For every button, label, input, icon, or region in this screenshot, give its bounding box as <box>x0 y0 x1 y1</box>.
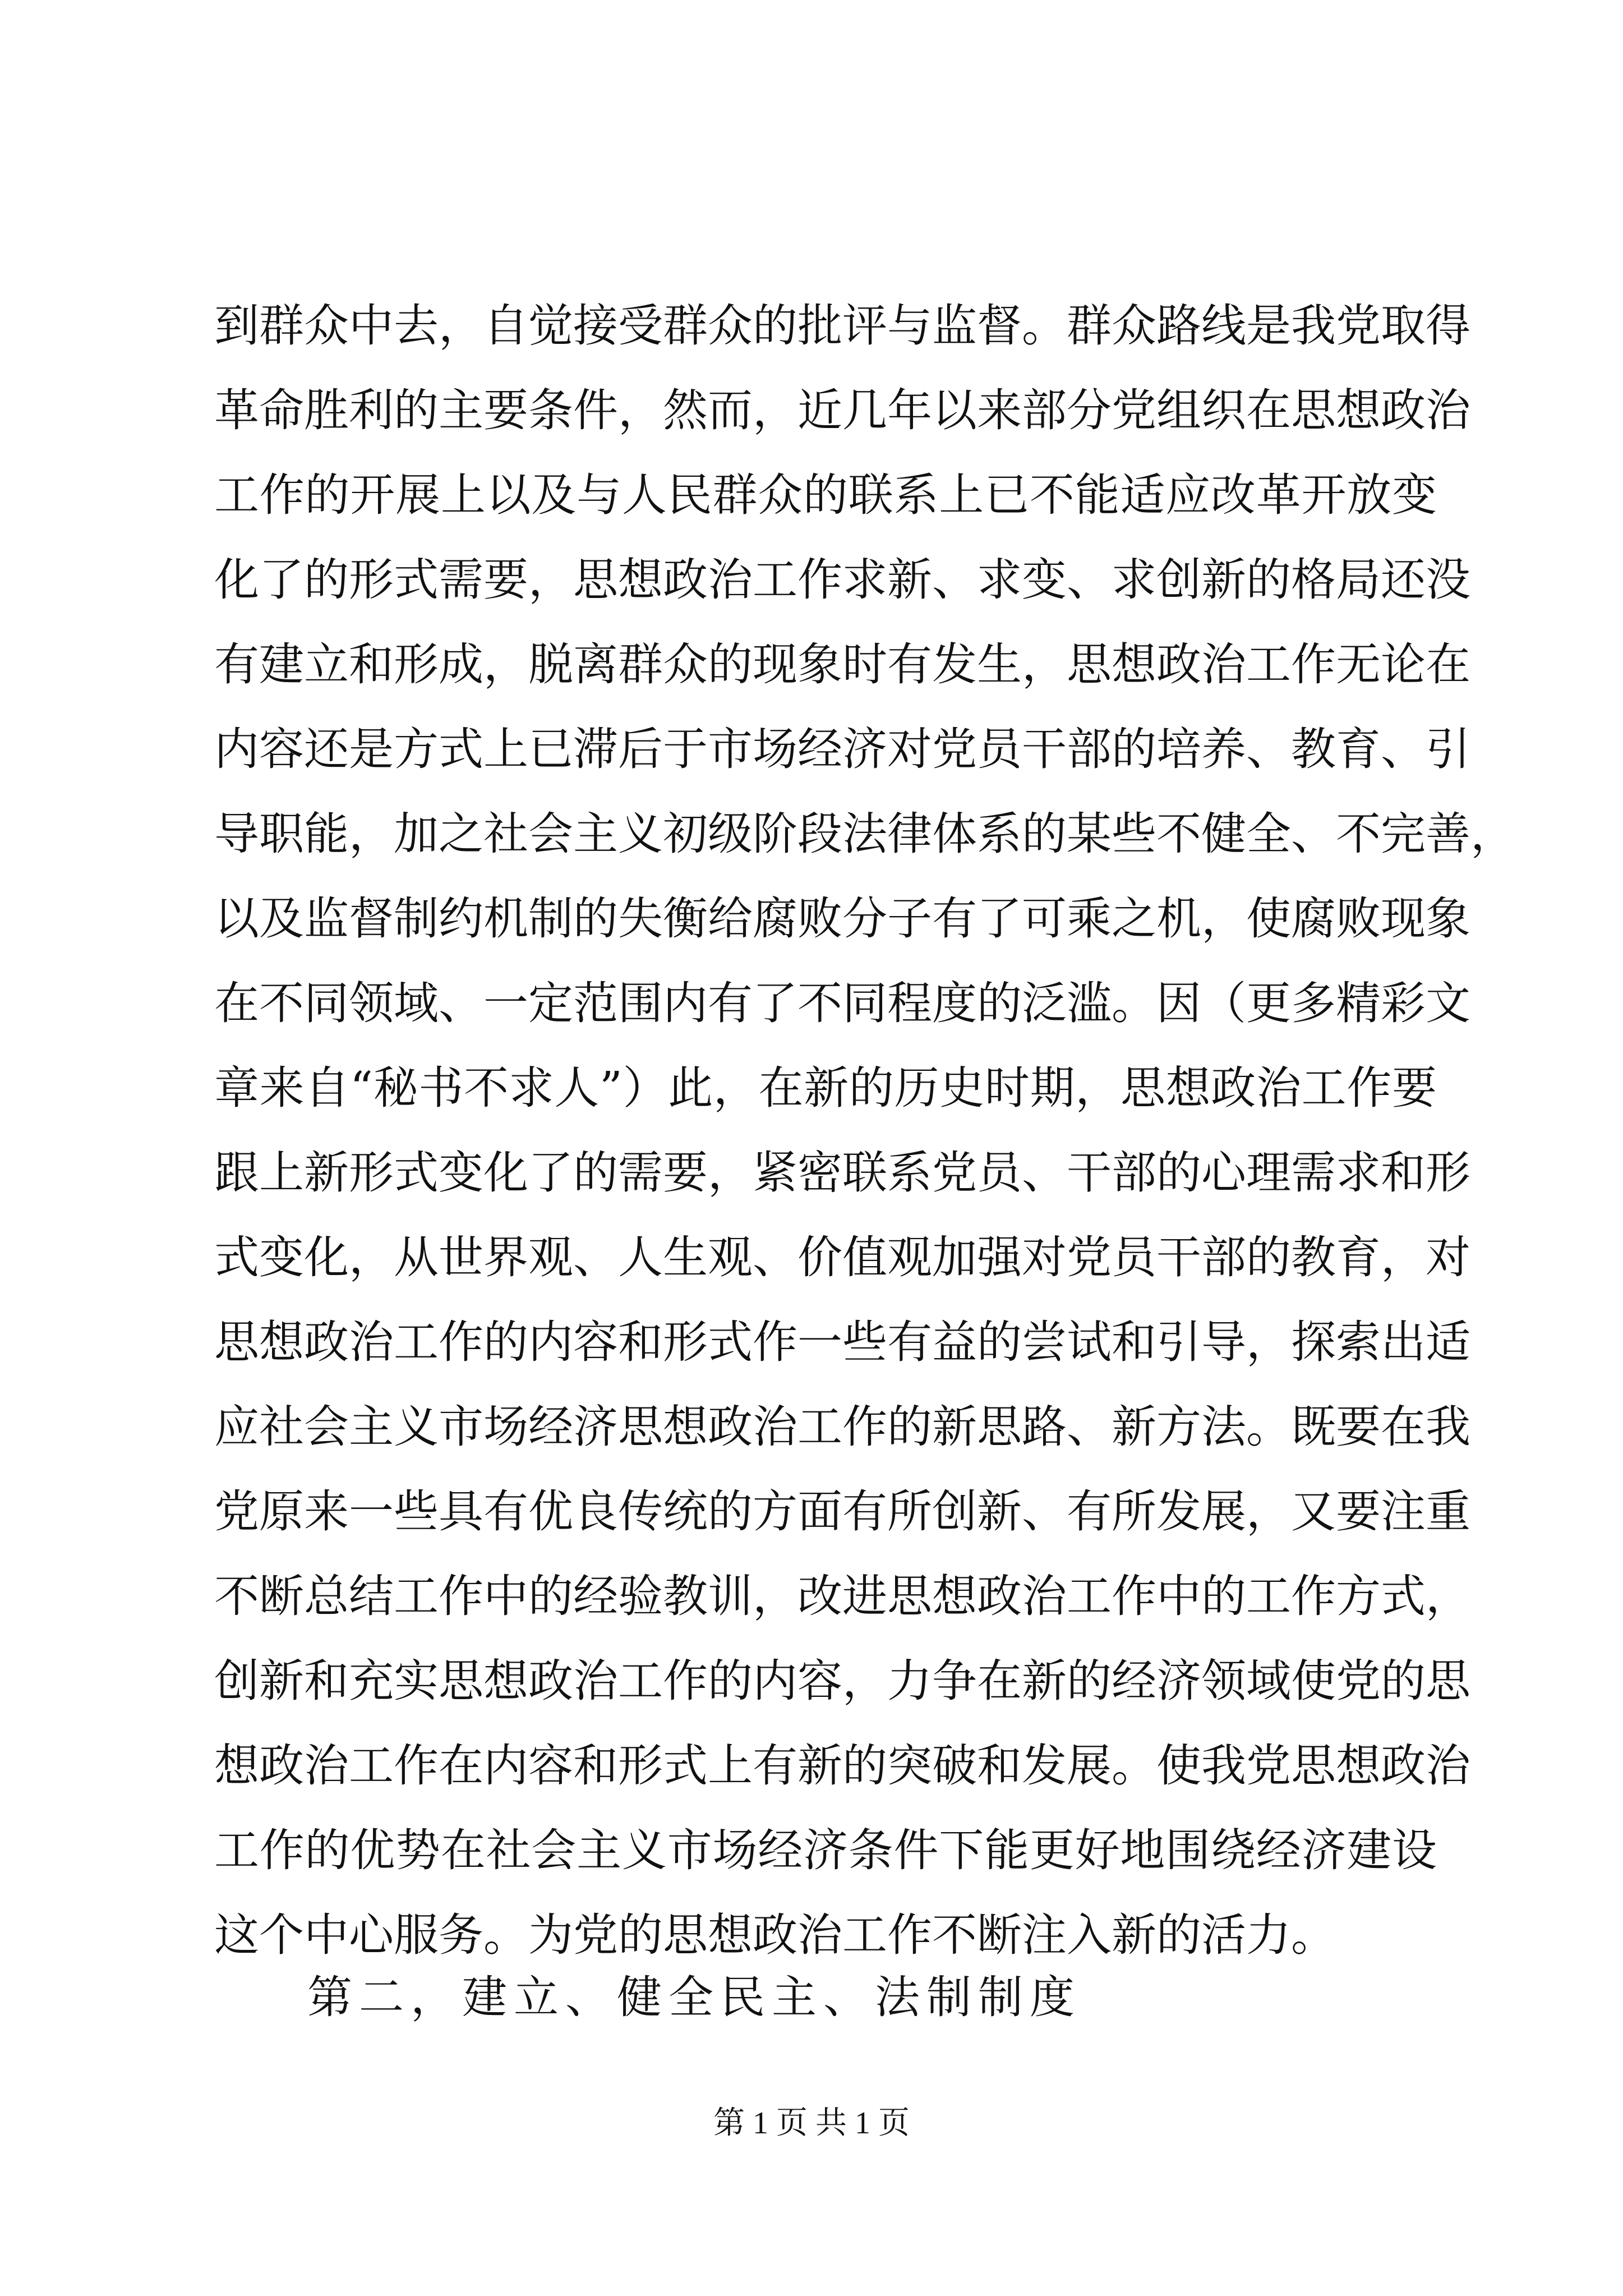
body-paragraph <box>214 283 1515 1977</box>
page-footer: 第 1 页 共 1 页 <box>713 2106 910 2141</box>
paragraph-line: 这个中心服务。为党的思想政治工作不断注入新的活力。 <box>214 1909 1336 1961</box>
paragraph-line: 内容还是方式上已滞后于市场经济对党员干部的培养、教育、引 <box>214 723 1470 775</box>
paragraph-line: 有建立和形成，脱离群众的现象时有发生，思想政治工作无论在 <box>214 638 1470 691</box>
section-heading: 第二，建立、健全民主、法制制度 <box>307 1971 1081 2023</box>
paragraph-line: 章来自“秘书不求人”）此，在新的历史时期，思想政治工作要 <box>214 1062 1437 1114</box>
paragraph-line: 创新和充实思想政治工作的内容，力争在新的经济领域使党的思 <box>214 1655 1470 1707</box>
paragraph-line: 化了的形式需要，思想政治工作求新、求变、求创新的格局还没 <box>214 554 1470 606</box>
paragraph-line: 工作的优势在社会主义市场经济条件下能更好地围绕经济建设 <box>214 1824 1437 1876</box>
paragraph-line: 到群众中去，自觉接受群众的批评与监督。群众路线是我党取得 <box>214 300 1470 352</box>
paragraph-line: 党原来一些具有优良传统的方面有所创新、有所发展，又要注重 <box>214 1485 1470 1538</box>
paragraph-line: 思想政治工作的内容和形式作一些有益的尝试和引导，探索出适 <box>214 1316 1470 1368</box>
paragraph-line: 想政治工作在内容和形式上有新的突破和发展。使我党思想政治 <box>214 1740 1470 1792</box>
paragraph-line: 跟上新形式变化了的需要，紧密联系党员、干部的心理需求和形 <box>214 1147 1470 1199</box>
paragraph-line: 在不同领域、一定范围内有了不同程度的泛滥。因（更多精彩文 <box>214 977 1470 1029</box>
paragraph-line: 应社会主义市场经济思想政治工作的新思路、新方法。既要在我 <box>214 1401 1470 1453</box>
paragraph-line: 不断总结工作中的经验教训，改进思想政治工作中的工作方式， <box>214 1570 1470 1622</box>
paragraph-line: 革命胜利的主要条件，然而，近几年以来部分党组织在思想政治 <box>214 384 1470 436</box>
paragraph-line: 以及监督制约机制的失衡给腐败分子有了可乘之机，使腐败现象 <box>214 892 1470 945</box>
paragraph-line: 式变化，从世界观、人生观、价值观加强对党员干部的教育，对 <box>214 1231 1470 1283</box>
paragraph-line: 导职能，加之社会主义初级阶段法律体系的某些不健全、不完善， <box>214 808 1515 860</box>
paragraph-line: 工作的开展上以及与人民群众的联系上已不能适应改革开放变 <box>214 469 1437 521</box>
